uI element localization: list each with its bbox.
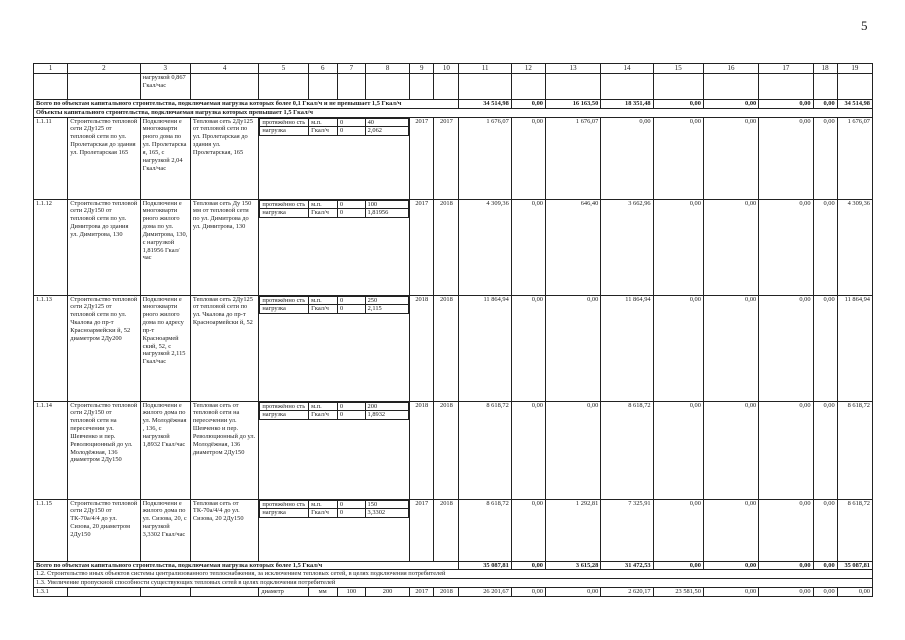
value-cell: 646,40 [545,199,600,295]
value-cell: 0,00 [759,295,813,401]
value-cell: 0,00 [703,499,758,561]
year-end: 2018 [434,588,459,597]
value-cell: 0,00 [653,295,703,401]
value-cell: 1 676,07 [837,117,872,199]
table-row [34,117,873,199]
param-after: 200 [365,588,409,597]
param-unit: Гкал/ч [309,127,338,136]
col-header: 3 [140,64,190,74]
total-label: Всего по объектам капитального строительства, подключаемая нагрузка которых более 1,5 Гкал/ч [34,561,459,570]
description-cell: Тепловая сеть 2Ду125 от тепловой сети по ул. Чкалова до пр-т Красноармейски й, 52 [190,295,258,401]
row-number: 1.1.11 [34,117,68,199]
param-unit: м.п. [309,296,338,305]
total-row [34,100,873,109]
col-header: 9 [410,64,434,74]
table-row [34,199,873,295]
total-cell: 35 087,81 [459,561,511,570]
year-end: 2017 [434,117,459,199]
description-cell: Тепловая сеть 2Ду125 от тепловой сети по ул. Пролетарская до здания ул. Пролетарская, 165 [190,117,258,199]
total-cell: 34 514,98 [837,100,872,109]
param-name: протяжённо сть [260,296,309,305]
purpose-cell: Подключени е жилого дома по ул. Сизова, 20, с нагрузкой 3,3302 Гкал/час [140,499,190,561]
param-before: 0 [337,402,365,411]
purpose-cell: Подключени е жилого дома по ул. Молодёжная , 136, с нагрузкой 1,8932 Гкал/час [140,401,190,499]
col-header: 11 [459,64,511,74]
param-after: 2,062 [365,127,409,136]
object-name: Строительство тепловой сети 2Ду150 от ТК-70а/4/4 до ул. Сизова, 20 диаметром 2Ду150 [68,499,140,561]
table-row [34,588,873,597]
value-cell: 0,00 [601,117,653,199]
value-cell: 1 292,81 [545,499,600,561]
total-row [34,561,873,570]
col-header: 1 [34,64,68,74]
value-cell: 26 201,67 [459,588,511,597]
value-cell: 0,00 [703,295,758,401]
param-name: протяжённо сть [260,500,309,509]
value-cell: 8 618,72 [837,499,872,561]
total-cell: 0,00 [653,100,703,109]
value-cell: 0,00 [511,199,545,295]
total-cell: 35 087,81 [837,561,872,570]
col-header: 17 [759,64,813,74]
value-cell: 0,00 [511,401,545,499]
param-after: 200 [365,402,409,411]
row-number: 1.1.14 [34,401,68,499]
parameters-cell [259,117,410,199]
value-cell: 0,00 [545,295,600,401]
value-cell: 0,00 [759,588,813,597]
value-cell: 0,00 [813,401,837,499]
value-cell: 0,00 [653,199,703,295]
table-row [34,401,873,499]
total-label: Всего по объектам капитального строительства, подключаемая нагрузка которых более 0,1 Гкал/ч и не превышает 1,5 Гкал/ч [34,100,459,109]
year-start: 2017 [410,199,434,295]
param-after: 100 [365,200,409,209]
col-header: 14 [601,64,653,74]
year-start: 2018 [410,295,434,401]
param-name: нагрузка [260,509,309,518]
param-before: 0 [337,296,365,305]
parameters-subtable [259,200,409,219]
description-cell: Тепловая сеть от ТК-70а/4/4 до ул. Сизова, 20 2Ду150 [190,499,258,561]
value-cell: 0,00 [813,499,837,561]
description-cell: Тепловая сеть Ду 150 мм от тепловой сети по ул. Димитрова до ул. Димитрова, 130 [190,199,258,295]
col-header: 12 [511,64,545,74]
year-end: 2018 [434,295,459,401]
total-cell: 0,00 [703,561,758,570]
value-cell: 8 618,72 [459,401,511,499]
param-unit: Гкал/ч [309,509,338,518]
value-cell: 7 325,91 [601,499,653,561]
value-cell: 0,00 [759,117,813,199]
value-cell: 8 618,72 [601,401,653,499]
param-after: 2,115 [365,305,409,314]
value-cell: 0,00 [545,588,600,597]
parameters-cell [259,499,410,561]
param-after: 3,3302 [365,509,409,518]
value-cell: 2 620,17 [601,588,653,597]
param-after: 250 [365,296,409,305]
total-cell: 18 351,48 [601,100,653,109]
value-cell: 11 864,94 [601,295,653,401]
param-unit: м.п. [309,200,338,209]
col-header: 2 [68,64,140,74]
section-heading-row [34,108,873,117]
purpose-cell: Подключени е многокварти рного жилого дома по адресу пр-т Красноармей ский, 52, с нагрузкой 2,115 Гкал/час [140,295,190,401]
row-number: 1.1.12 [34,199,68,295]
value-cell: 1 676,07 [545,117,600,199]
object-name: Строительство тепловой сети 2Ду125 от тепловой сети по ул. Пролетарская до здания ул. Пролетарская 165 [68,117,140,199]
value-cell: 0,00 [703,117,758,199]
total-cell: 31 472,53 [601,561,653,570]
col-header: 5 [259,64,308,74]
param-before: 0 [337,411,365,420]
value-cell: 0,00 [703,588,758,597]
param-before: 0 [337,509,365,518]
col-header: 8 [365,64,409,74]
value-cell: 4 309,36 [459,199,511,295]
row-number: 1.1.13 [34,295,68,401]
param-before: 0 [337,200,365,209]
param-name: нагрузка [260,209,309,218]
value-cell: 0,00 [653,499,703,561]
object-name: Строительство тепловой сети 2Ду150 от тепловой сети на пересечении ул. Шевченко и пер. Революционный до ул. Молодёжная, 136 диаметром 2Ду150 [68,401,140,499]
value-cell: 0,00 [837,588,872,597]
total-cell: 0,00 [653,561,703,570]
year-start: 2018 [410,401,434,499]
purpose-cell: Подключени е многокварти рного дома по ул. Пролетарска я, 165, с нагрузкой 2,04 Гкал/час [140,117,190,199]
value-cell: 11 864,94 [459,295,511,401]
value-cell: 0,00 [511,588,545,597]
parameters-subtable [259,500,409,519]
col-header: 19 [837,64,872,74]
value-cell: 0,00 [511,117,545,199]
year-end: 2018 [434,401,459,499]
param-unit: м.п. [309,118,338,127]
param-after: 40 [365,118,409,127]
page-number: 5 [861,18,868,33]
value-cell: 0,00 [813,117,837,199]
section-heading: Объекты капитального строительства, подключаемая нагрузка которых превышает 1,5 Гкал/ч [34,108,873,117]
value-cell: 0,00 [511,499,545,561]
total-cell: 16 163,50 [545,100,600,109]
param-unit: Гкал/ч [309,305,338,314]
year-end: 2018 [434,199,459,295]
value-cell: 1 676,07 [459,117,511,199]
value-cell: 0,00 [813,588,837,597]
parameters-cell [259,401,410,499]
value-cell: 0,00 [653,117,703,199]
col-header: 15 [653,64,703,74]
param-unit: Гкал/ч [309,411,338,420]
param-before: 0 [337,209,365,218]
continuation-row [34,74,873,100]
col-header: 7 [337,64,365,74]
total-cell: 0,00 [813,561,837,570]
col-header: 16 [703,64,758,74]
row-number: 1.3.1 [34,588,68,597]
param-name: протяжённо сть [260,402,309,411]
purpose-cell: Подключени е многокварти рного жилого дома по ул. Димитрова, 130, с нагрузкой 1,81956 Гкал/час [140,199,190,295]
parameters-subtable [259,118,409,137]
year-start: 2017 [410,588,434,597]
value-cell: 0,00 [511,295,545,401]
value-cell: 11 864,94 [837,295,872,401]
value-cell: 0,00 [759,401,813,499]
year-start: 2017 [410,117,434,199]
col-header: 6 [308,64,337,74]
total-cell: 3 615,28 [545,561,600,570]
purpose-cell: нагрузкой 0,867 Гкал/час [140,74,190,100]
param-unit: мм [308,588,337,597]
param-after: 150 [365,500,409,509]
value-cell: 0,00 [703,401,758,499]
param-before: 100 [337,588,365,597]
table-row [34,295,873,401]
total-cell: 34 514,98 [459,100,511,109]
param-name: нагрузка [260,127,309,136]
col-header: 4 [190,64,258,74]
value-cell: 23 581,50 [653,588,703,597]
param-before: 0 [337,127,365,136]
object-name: Строительство тепловой сети 2Ду125 от тепловой сети по ул. Чкалова до пр-т Красноармейски й, 52 диаметром 2Ду200 [68,295,140,401]
year-start: 2017 [410,499,434,561]
total-cell: 0,00 [759,100,813,109]
param-before: 0 [337,305,365,314]
total-cell: 0,00 [759,561,813,570]
value-cell: 4 309,36 [837,199,872,295]
section-heading: 1.3. Увеличение пропускной способности существующих тепловых сетей в целях подключения потребителей [34,579,873,588]
total-cell: 0,00 [813,100,837,109]
col-header: 18 [813,64,837,74]
year-end: 2018 [434,499,459,561]
total-cell: 0,00 [511,100,545,109]
value-cell: 0,00 [759,199,813,295]
section-heading-row [34,579,873,588]
parameters-subtable [259,296,409,315]
param-before: 0 [337,500,365,509]
col-header: 13 [545,64,600,74]
section-heading: 1.2. Строительство иных объектов системы централизованного теплоснабжения, за исключением тепловых сетей, в целях подключения потребителей [34,570,873,579]
param-unit: м.п. [309,402,338,411]
value-cell: 0,00 [813,199,837,295]
value-cell: 8 618,72 [459,499,511,561]
param-after: 1,81956 [365,209,409,218]
value-cell: 0,00 [545,401,600,499]
investment-program-table [33,63,873,597]
table-row [34,499,873,561]
param-name: диаметр [259,588,308,597]
section-heading-row [34,570,873,579]
param-after: 1,8932 [365,411,409,420]
row-number: 1.1.15 [34,499,68,561]
description-cell: Тепловая сеть от тепловой сети на пересечении ул. Шевченко и пер. Революционный до ул. Молодёжная, 136 диаметром 2Ду150 [190,401,258,499]
parameters-cell [259,199,410,295]
column-number-row [34,64,873,74]
value-cell: 3 662,96 [601,199,653,295]
object-name: Строительство тепловой сети 2Ду150 от тепловой сети по ул. Димитрова до здания ул. Димитрова, 130 [68,199,140,295]
param-unit: Гкал/ч [309,209,338,218]
value-cell: 0,00 [653,401,703,499]
value-cell: 8 618,72 [837,401,872,499]
value-cell: 0,00 [703,199,758,295]
param-name: протяжённо сть [260,200,309,209]
col-header: 10 [434,64,459,74]
parameters-subtable [259,402,409,421]
total-cell: 0,00 [703,100,758,109]
parameters-cell [259,295,410,401]
param-name: протяжённо сть [260,118,309,127]
param-name: нагрузка [260,411,309,420]
param-name: нагрузка [260,305,309,314]
total-cell: 0,00 [511,561,545,570]
value-cell: 0,00 [813,295,837,401]
param-before: 0 [337,118,365,127]
value-cell: 0,00 [759,499,813,561]
param-unit: м.п. [309,500,338,509]
